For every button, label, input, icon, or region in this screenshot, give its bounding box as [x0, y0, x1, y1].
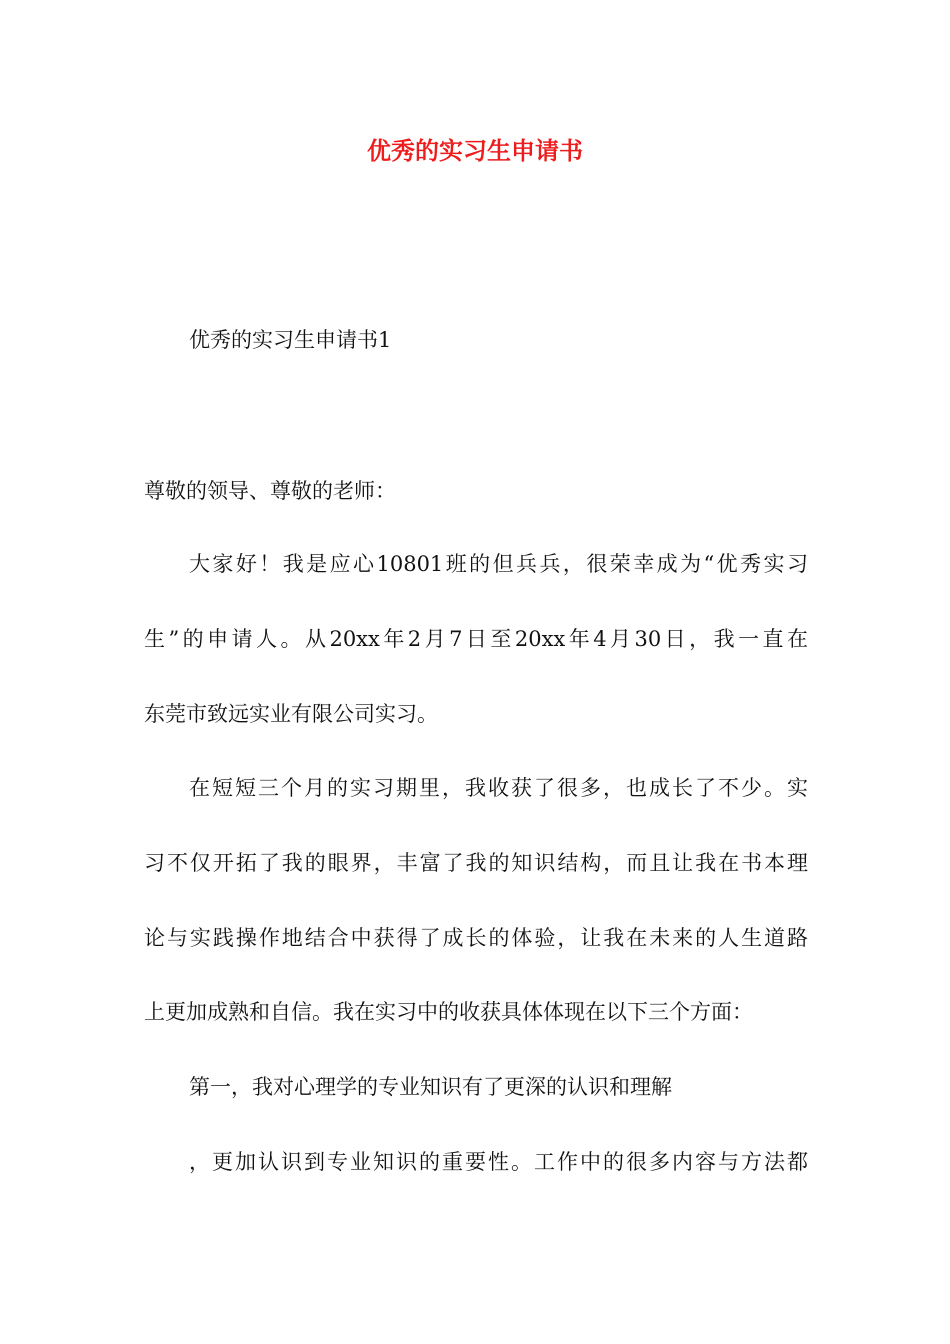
paragraph-line: 上更加成熟和自信。我在实习中的收获具体体现在以下三个方面：	[144, 1000, 753, 1024]
paragraph-line: 东莞市致远实业有限公司实习。	[144, 702, 438, 726]
salutation: 尊敬的领导、尊敬的老师：	[144, 479, 396, 503]
paragraph-line: 大家好！我是应心10801班的但兵兵，很荣幸成为“优秀实习	[189, 552, 808, 576]
paragraph-line: ，更加认识到专业知识的重要性。工作中的很多内容与方法都	[189, 1150, 808, 1174]
paragraph-line: 第一，我对心理学的专业知识有了更深的认识和理解	[189, 1075, 672, 1099]
paragraph-line: 习不仅开拓了我的眼界，丰富了我的知识结构，而且让我在书本理	[144, 851, 808, 875]
section-heading: 优秀的实习生申请书1	[189, 328, 392, 352]
paragraph-line: 生”的申请人。从20xx年2月7日至20xx年4月30日，我一直在	[144, 627, 808, 651]
paragraph-line: 在短短三个月的实习期里，我收获了很多，也成长了不少。实	[189, 776, 808, 800]
document-title: 优秀的实习生申请书	[367, 137, 583, 165]
paragraph-line: 论与实践操作地结合中获得了成长的体验，让我在未来的人生道路	[144, 926, 808, 950]
